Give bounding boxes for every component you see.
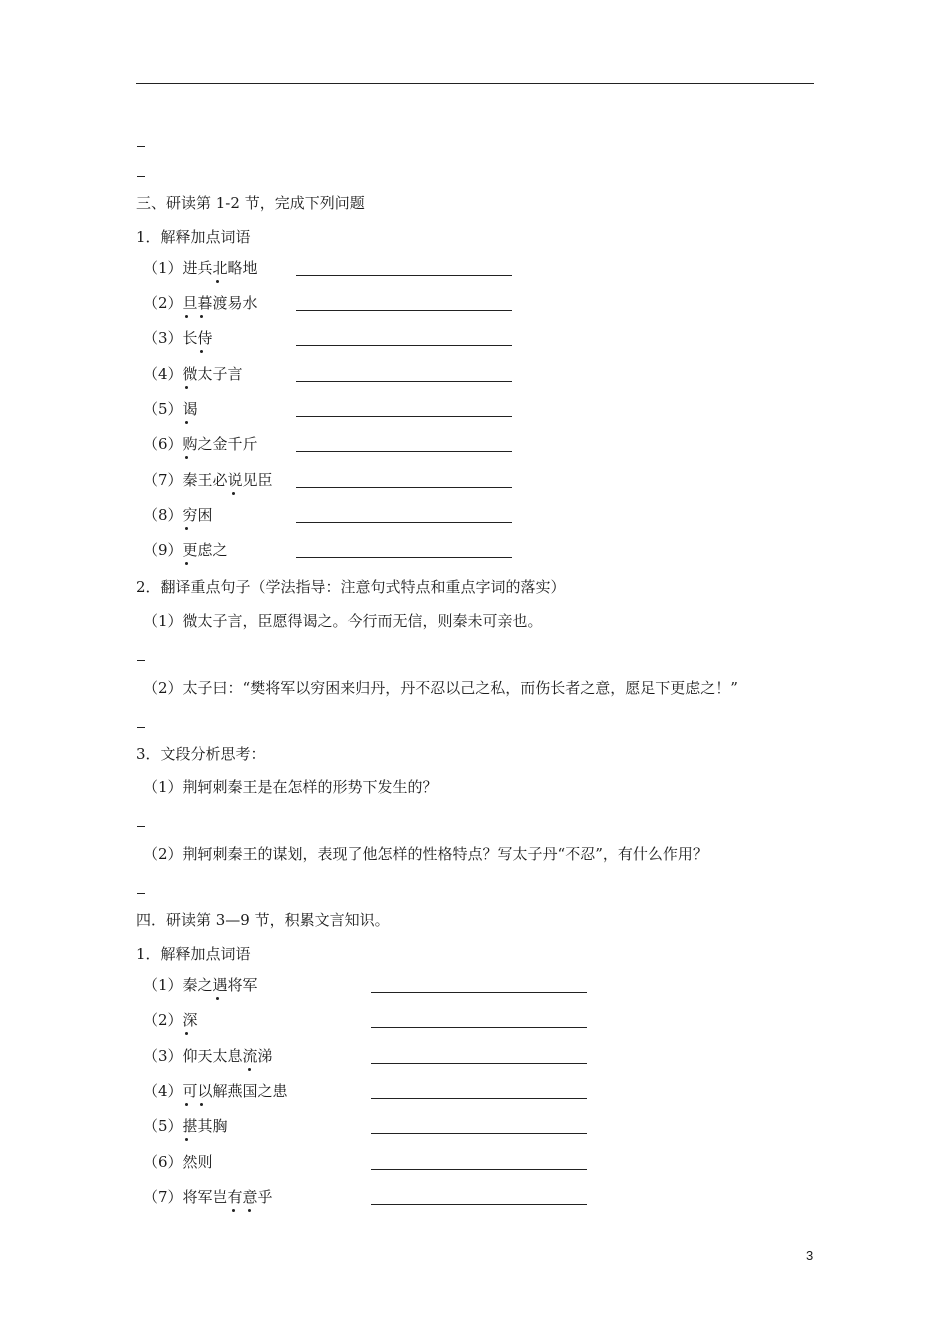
section3-q2-title: 2．翻译重点句子（学法指导：注意句式特点和重点字词的落实）	[136, 578, 566, 596]
vocab-item: （3）仰天太息流涕	[143, 1047, 273, 1065]
answer-blank[interactable]	[296, 557, 512, 558]
page-number: 3	[806, 1248, 814, 1263]
answer-blank[interactable]	[371, 1098, 587, 1099]
vocab-item: （3）长侍	[143, 329, 213, 347]
answer-blank[interactable]	[371, 992, 587, 993]
vocab-item: （6）然则	[143, 1153, 213, 1171]
emphasis-dot	[232, 492, 235, 495]
section3-q3-title: 3．文段分析思考：	[136, 745, 266, 763]
answer-blank[interactable]	[296, 381, 512, 382]
analysis-item: （1）荆轲刺秦王是在怎样的形势下发生的？	[143, 778, 438, 796]
vocab-item: （9）更虑之	[143, 541, 228, 559]
emphasis-dot	[185, 562, 188, 565]
emphasis-dot	[248, 1068, 251, 1071]
vocab-item: （5）揕其胸	[143, 1117, 228, 1135]
emphasis-dot	[200, 350, 203, 353]
emphasis-dot	[185, 1103, 188, 1106]
answer-dash	[137, 176, 145, 177]
analysis-item: （2）荆轲刺秦王的谋划，表现了他怎样的性格特点？写太子丹“不忍”，有什么作用？	[143, 845, 708, 863]
vocab-item: （1）进兵北略地	[143, 259, 258, 277]
vocab-item: （4）可以解燕国之患	[143, 1082, 288, 1100]
emphasis-dot	[185, 315, 188, 318]
answer-blank[interactable]	[371, 1204, 587, 1205]
vocab-item: （5）谒	[143, 400, 198, 418]
section4-q1-title: 1．解释加点词语	[136, 945, 251, 963]
vocab-item: （7）秦王必说见臣	[143, 471, 273, 489]
emphasis-dot	[185, 1138, 188, 1141]
section4-title: 四．研读第 3—9 节，积累文言知识。	[136, 911, 390, 929]
emphasis-dot	[185, 386, 188, 389]
emphasis-dot	[185, 1032, 188, 1035]
answer-dash	[137, 826, 145, 827]
answer-blank[interactable]	[296, 310, 512, 311]
emphasis-dot	[216, 997, 219, 1000]
section3-q1-title: 1．解释加点词语	[136, 228, 251, 246]
section3-title: 三、研读第 1-2 节，完成下列问题	[136, 194, 365, 212]
translation-item: （1）微太子言，臣愿得谒之。今行而无信，则秦未可亲也。	[143, 612, 543, 630]
emphasis-dot	[185, 421, 188, 424]
emphasis-dot	[200, 1103, 203, 1106]
emphasis-dot	[248, 1209, 251, 1212]
vocab-item: （2）深	[143, 1011, 198, 1029]
vocab-item: （7）将军岂有意乎	[143, 1188, 273, 1206]
answer-dash	[137, 660, 145, 661]
vocab-item: （6）购之金千斤	[143, 435, 258, 453]
answer-dash	[137, 893, 145, 894]
answer-blank[interactable]	[296, 522, 512, 523]
vocab-item: （8）穷困	[143, 506, 213, 524]
answer-blank[interactable]	[371, 1063, 587, 1064]
vocab-item: （4）微太子言	[143, 365, 243, 383]
answer-dash	[137, 146, 145, 147]
emphasis-dot	[185, 527, 188, 530]
answer-blank[interactable]	[296, 487, 512, 488]
answer-blank[interactable]	[371, 1027, 587, 1028]
emphasis-dot	[185, 456, 188, 459]
vocab-item: （1）秦之遇将军	[143, 976, 258, 994]
answer-blank[interactable]	[371, 1169, 587, 1170]
answer-dash	[137, 727, 145, 728]
answer-blank[interactable]	[296, 416, 512, 417]
answer-blank[interactable]	[296, 451, 512, 452]
emphasis-dot	[200, 315, 203, 318]
answer-blank[interactable]	[296, 345, 512, 346]
vocab-item: （2）旦暮渡易水	[143, 294, 258, 312]
emphasis-dot	[216, 280, 219, 283]
header-rule	[136, 83, 814, 84]
emphasis-dot	[232, 1209, 235, 1212]
translation-item: （2）太子曰：“樊将军以穷困来归丹，丹不忍以己之私，而伤长者之意，愿足下更虑之！”	[143, 679, 738, 697]
answer-blank[interactable]	[296, 275, 512, 276]
answer-blank[interactable]	[371, 1133, 587, 1134]
